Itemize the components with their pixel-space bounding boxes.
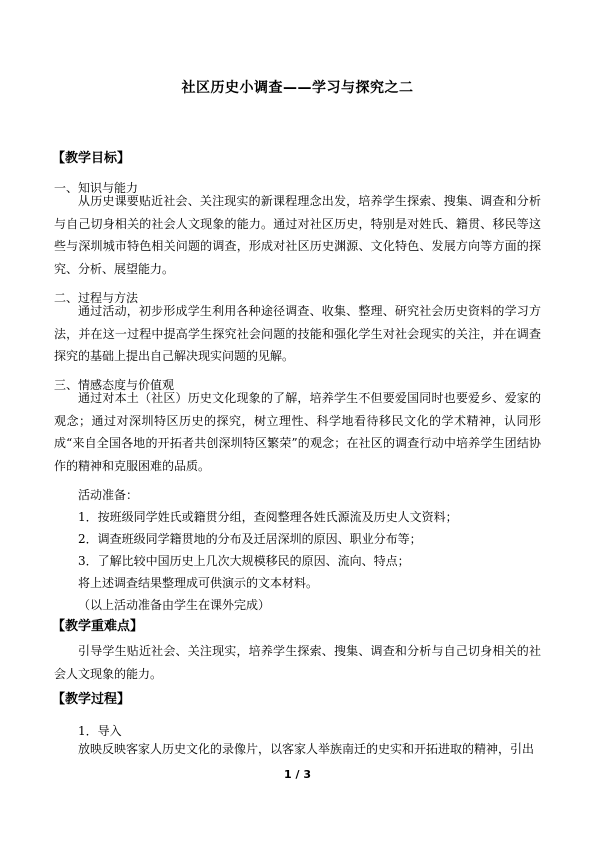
heading-teaching-goals: 【教学目标】	[52, 151, 131, 166]
prep-summary: 将上述调查结果整理成可供演示的文本材料。	[78, 576, 319, 590]
prep-item: 2．调查班级同学籍贯地的分布及迁居深圳的原因、职业分布等；	[78, 532, 422, 546]
heading-teaching-process: 【教学过程】	[52, 692, 131, 707]
prep-item: 1．按班级同学姓氏或籍贯分组，查阅整理各姓氏源流及历史人文资料；	[78, 510, 458, 524]
paragraph-process-intro: 放映反映客家人历史文化的录像片，以客家人举族南迁的史实和开拓进取的精神，引出	[78, 742, 535, 756]
paragraph-attitude: 通过对本土（社区）历史文化现象的了解，培养学生不但要爱国同时也要爱乡、爱家的观念；通过对深圳特区历史的探究，树立理性、科学地看待移民文化的学术精神，认同形成“来自全国各地的开拓者共创深圳特区繁荣”的观念；在社区的调查行动中培养学生团结协作的精神和克服困难的品质。	[54, 391, 541, 473]
prep-note: （以上活动准备由学生在课外完成）	[78, 598, 271, 612]
subheading-attitude: 三、情感态度与价值观	[54, 378, 175, 392]
document-title: 社区历史小调查——学习与探究之二	[181, 80, 414, 96]
heading-key-points: 【教学重难点】	[52, 619, 144, 634]
paragraph-knowledge: 从历史课要贴近社会、关注现实的新课程理念出发，培养学生探索、搜集、调查和分析与自己切身相关的社会人文现象的能力。通过对社区历史，特别是对姓氏、籍贯、移民等这些与深圳城市特色相关问题的调查，形成对社区历史渊源、文化特色、发展方向等方面的探究、分析、展望能力。	[54, 194, 541, 276]
prep-label: 活动准备：	[78, 488, 139, 502]
paragraph-process: 通过活动，初步形成学生利用各种途径调查、收集、整理、研究社会历史资料的学习方法，并在这一过程中提高学生探究社会问题的技能和强化学生对社会现实的关注，并在调查探究的基础上提出自己解决现实问题的见解。	[54, 304, 541, 363]
process-item-intro: 1．导入	[78, 724, 122, 738]
subheading-process: 二、过程与方法	[54, 291, 139, 305]
page-number: 1 / 3	[284, 768, 311, 781]
subheading-knowledge: 一、知识与能力	[54, 181, 139, 195]
prep-item: 3．了解比较中国历史上几次大规模移民的原因、流向、特点；	[78, 554, 410, 568]
paragraph-key-points: 引导学生贴近社会、关注现实，培养学生探索、搜集、调查和分析与自己切身相关的社会人文现象的能力。	[54, 644, 541, 681]
